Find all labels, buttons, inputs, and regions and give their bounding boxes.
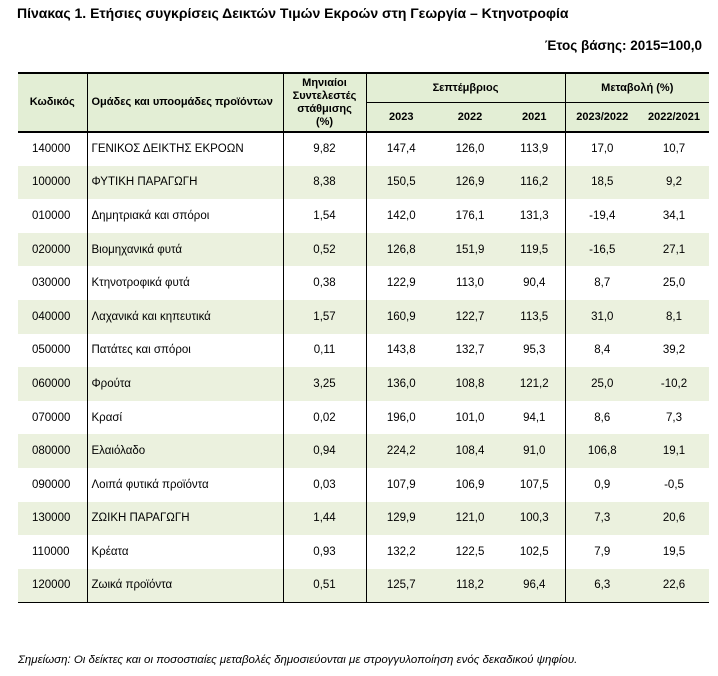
table-row: [18, 266, 709, 300]
cell-code: 130000: [18, 502, 87, 536]
cell-group-name: ΓΕΝΙΚΟΣ ΔΕΙΚΤΗΣ ΕΚΡΟΩΝ: [87, 132, 283, 166]
header-change: Μεταβολή (%): [565, 73, 709, 103]
cell-weight: 1,57: [283, 300, 366, 334]
cell-change-2023-2022: 8,7: [565, 266, 639, 300]
cell-change-2023-2022: 17,0: [565, 132, 639, 166]
cell-index-2022: 118,2: [436, 569, 504, 603]
cell-change-2022-2021: 22,6: [639, 569, 709, 603]
cell-index-2021: 91,0: [504, 434, 565, 468]
cell-index-2021: 119,5: [504, 233, 565, 267]
cell-code: 110000: [32, 545, 70, 558]
cell-code: 140000: [32, 143, 71, 156]
cell-index-2022: 108,4: [436, 434, 504, 468]
cell-group-name: Λοιπά φυτικά προϊόντα: [87, 468, 283, 502]
cell-group-name: ΦΥΤΙΚΗ ΠΑΡΑΓΩΓΗ: [87, 166, 283, 200]
cell-index-2023: 196,0: [366, 401, 436, 435]
cell-change-2023-2022: 106,8: [565, 434, 639, 468]
cell-group-name: Πατάτες και σπόροι: [87, 334, 283, 368]
header-month: Σεπτέμβριος: [366, 73, 565, 103]
cell-change-2022-2021: -0,5: [664, 478, 684, 491]
cell-index-2021: 113,9: [520, 143, 549, 156]
cell-weight: 0,52: [283, 233, 366, 267]
cell-index-2022: 122,7: [436, 300, 504, 334]
cell-index-2023: 150,5: [366, 166, 436, 200]
header-change-2022-2021: 2022/2021: [639, 103, 709, 133]
table-row: [18, 199, 709, 233]
cell-index-2022: 101,0: [455, 411, 485, 424]
cell-change-2022-2021: 10,7: [662, 143, 686, 156]
cell-change-2023-2022: -19,4: [565, 199, 639, 233]
cell-code: 120000: [18, 569, 87, 603]
cell-change-2022-2021: 27,1: [639, 233, 709, 267]
header-year-2021: 2021: [504, 103, 565, 133]
cell-index-2022: 132,7: [455, 344, 485, 357]
cell-index-2022: 126,0: [455, 143, 485, 156]
table-row: [18, 434, 709, 468]
cell-code: 020000: [18, 233, 87, 267]
cell-group-name: Φρούτα: [87, 367, 283, 401]
cell-weight: 0,03: [283, 468, 366, 502]
cell-index-2023: 132,2: [366, 535, 436, 569]
table-row: [18, 468, 709, 502]
cell-code: 100000: [18, 166, 87, 200]
header-groups: Ομάδες και υποομάδες προϊόντων: [87, 73, 283, 132]
cell-group-name: ΖΩΙΚΗ ΠΑΡΑΓΩΓΗ: [87, 502, 283, 536]
cell-code: 030000: [32, 277, 71, 290]
cell-change-2022-2021: 19,1: [639, 434, 709, 468]
cell-group-name: Δημητριακά και σπόροι: [87, 199, 283, 233]
cell-index-2022: 126,9: [436, 166, 504, 200]
cell-change-2023-2022: 0,9: [565, 468, 639, 502]
cell-index-2022: 176,1: [455, 209, 485, 222]
cell-index-2022: 121,0: [436, 502, 504, 536]
cell-code: 010000: [32, 209, 71, 222]
cell-index-2021: 94,1: [523, 411, 546, 424]
cell-change-2023-2022: 6,3: [565, 569, 639, 603]
cell-group-name: Βιομηχανικά φυτά: [87, 233, 283, 267]
footnote: Σημείωση: Οι δείκτες και οι ποσοστιαίες μεταβολές δημοσιεύονται με στρογγυλοποίηση ενός δεκαδικού ψηφίου.: [18, 654, 578, 666]
cell-group-name: Ζωικά προϊόντα: [87, 569, 283, 603]
cell-change-2023-2022: -16,5: [565, 233, 639, 267]
cell-code: 050000: [32, 344, 71, 357]
cell-index-2023: 224,2: [366, 434, 436, 468]
cell-code: 080000: [18, 434, 87, 468]
cell-change-2022-2021: 19,5: [662, 545, 686, 558]
cell-index-2023: 107,9: [366, 468, 436, 502]
cell-code: 060000: [18, 367, 87, 401]
cell-change-2022-2021: 7,3: [666, 411, 683, 424]
cell-index-2021: 107,5: [519, 478, 549, 491]
cell-index-2023: 142,0: [366, 199, 436, 233]
table-row: [18, 502, 709, 536]
cell-change-2022-2021: 20,6: [639, 502, 709, 536]
cell-index-2023: 125,7: [366, 569, 436, 603]
cell-index-2023: 129,9: [366, 502, 436, 536]
cell-index-2021: 131,3: [519, 209, 549, 222]
cell-weight: 0,02: [283, 401, 366, 435]
cell-change-2023-2022: 7,9: [565, 535, 639, 569]
cell-change-2023-2022: 31,0: [565, 300, 639, 334]
cell-weight: 1,54: [283, 199, 366, 233]
cell-code: 070000: [32, 411, 71, 424]
header-weights: Μηνιαίοι Συντελεστές στάθμισης (%): [283, 73, 366, 132]
base-year-label: Έτος βάσης: 2015=100,0: [544, 38, 702, 53]
cell-weight: 1,44: [283, 502, 366, 536]
cell-group-name: Κρασί: [87, 401, 283, 435]
cell-index-2023: 136,0: [366, 367, 436, 401]
cell-change-2022-2021: 34,1: [662, 209, 686, 222]
cell-change-2022-2021: 39,2: [662, 344, 686, 357]
table-row: [18, 233, 709, 267]
cell-index-2022: 151,9: [436, 233, 504, 267]
cell-index-2022: 113,0: [456, 277, 484, 290]
cell-group-name: Κτηνοτροφικά φυτά: [87, 266, 283, 300]
cell-change-2022-2021: 25,0: [662, 277, 686, 290]
cell-change-2022-2021: 8,1: [639, 300, 709, 334]
cell-change-2023-2022: 25,0: [565, 367, 639, 401]
cell-index-2022: 106,9: [455, 478, 485, 491]
table-body: [18, 132, 709, 602]
cell-change-2022-2021: -10,2: [639, 367, 709, 401]
cell-change-2022-2021: 9,2: [639, 166, 709, 200]
cell-index-2021: 102,5: [519, 545, 549, 558]
cell-weight: 0,38: [283, 266, 366, 300]
table-row: [18, 132, 709, 166]
cell-index-2021: 113,5: [504, 300, 565, 334]
cell-code: 040000: [18, 300, 87, 334]
cell-index-2023: 122,9: [366, 266, 436, 300]
table-row: [18, 569, 709, 603]
cell-index-2022: 108,8: [436, 367, 504, 401]
cell-weight: 3,25: [283, 367, 366, 401]
table-row: [18, 401, 709, 435]
table-row: [18, 535, 709, 569]
header-year-2023: 2023: [366, 103, 436, 133]
cell-index-2021: 100,3: [504, 502, 565, 536]
cell-index-2023: 143,8: [366, 334, 436, 368]
price-index-table: [18, 72, 709, 603]
cell-index-2021: 121,2: [504, 367, 565, 401]
cell-change-2023-2022: 8,6: [565, 401, 639, 435]
cell-index-2023: 147,4: [366, 132, 436, 166]
cell-weight: 8,38: [283, 166, 366, 200]
cell-code: 090000: [32, 478, 71, 491]
cell-index-2021: 116,2: [504, 166, 565, 200]
header-code: Κωδικός: [18, 73, 87, 132]
cell-index-2023: 126,8: [366, 233, 436, 267]
cell-weight: 0,51: [283, 569, 366, 603]
cell-index-2022: 122,5: [455, 545, 485, 558]
cell-weight: 0,93: [283, 535, 366, 569]
cell-weight: 9,82: [283, 132, 366, 166]
table-row: [18, 166, 709, 200]
cell-index-2021: 95,3: [523, 344, 546, 357]
header-year-2022: 2022: [436, 103, 504, 133]
cell-change-2023-2022: 8,4: [565, 334, 639, 368]
cell-index-2021: 90,4: [523, 277, 546, 290]
cell-group-name: Λαχανικά και κηπευτικά: [87, 300, 283, 334]
cell-index-2023: 160,9: [366, 300, 436, 334]
table-row: [18, 300, 709, 334]
cell-change-2023-2022: 18,5: [565, 166, 639, 200]
table-row: [18, 334, 709, 368]
header-change-2023-2022: 2023/2022: [565, 103, 639, 133]
cell-weight: 0,11: [283, 334, 366, 368]
cell-change-2023-2022: 7,3: [565, 502, 639, 536]
table-row: [18, 367, 709, 401]
cell-weight: 0,94: [283, 434, 366, 468]
cell-group-name: Κρέατα: [87, 535, 283, 569]
page-title: Πίνακας 1. Ετήσιες συγκρίσεις Δεικτών Τιμών Εκροών στη Γεωργία – Κτηνοτροφία: [17, 5, 569, 21]
cell-group-name: Ελαιόλαδο: [87, 434, 283, 468]
cell-index-2021: 96,4: [504, 569, 565, 603]
